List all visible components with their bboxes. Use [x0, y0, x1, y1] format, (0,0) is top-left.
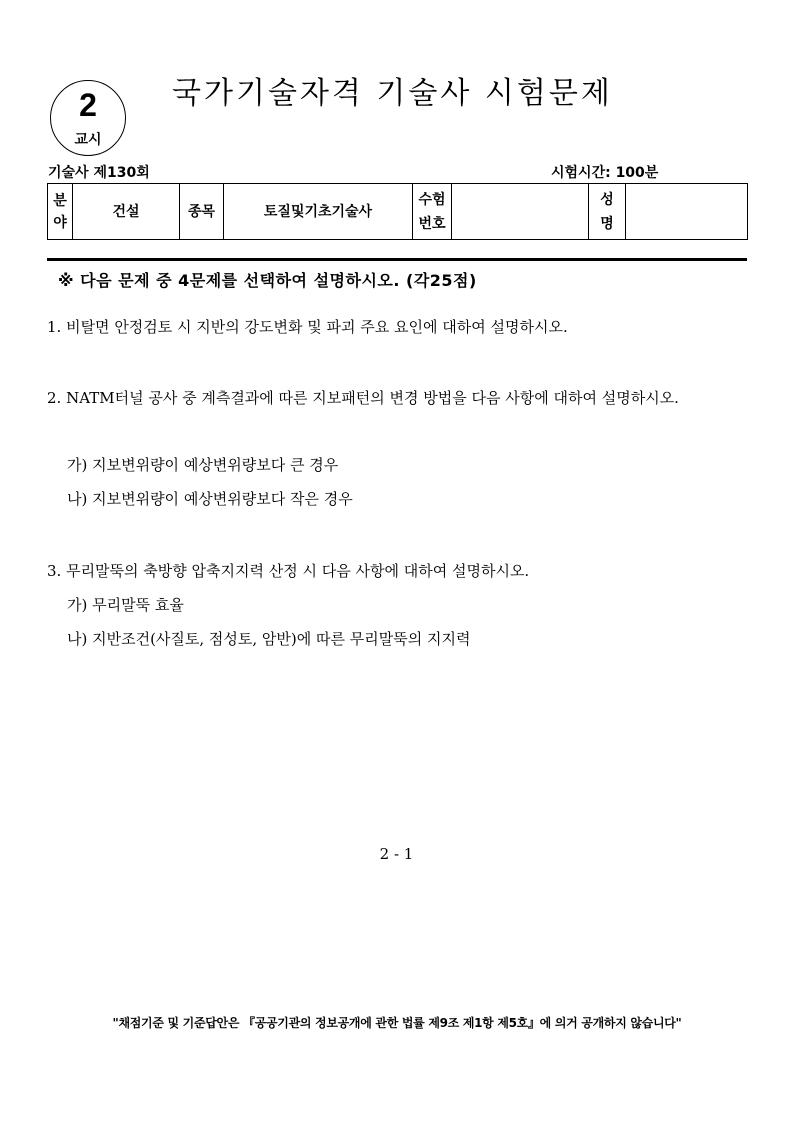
name-label: 성명 — [589, 184, 626, 240]
exam-round: 기술사 제130회 — [48, 165, 150, 181]
question-2 — [47, 383, 747, 413]
question-3-sub-b: 나) 지반조건(사질토, 점성토, 암반)에 따른 무리말뚝의 지지력 — [67, 630, 471, 648]
question-1: 1. 비탈면 안정검토 시 지반의 강도변화 및 파괴 주요 요인에 대하여 설명하시오. — [47, 318, 568, 336]
field-value: 건설 — [73, 184, 180, 240]
exam-number-field[interactable] — [452, 184, 589, 240]
question-3-sub-a: 가) 무리말뚝 효율 — [67, 596, 184, 614]
session-label: 교시 — [74, 132, 102, 148]
question-3: 3. 무리말뚝의 축방향 압축지지력 산정 시 다음 사항에 대하여 설명하시오. — [47, 562, 530, 580]
category-value: 토질및기초기술사 — [224, 184, 413, 240]
page-title: 국가기술자격 기술사 시험문제 — [172, 76, 613, 111]
session-number: 2 — [79, 87, 97, 123]
exam-info-table — [47, 183, 748, 240]
footer-notice: "채점기준 및 기준답안은 『공공기관의 정보공개에 관한 법률 제9조 제1항 제5호』에 의거 공개하지 않습니다" — [112, 1016, 682, 1030]
exam-number-label: 수험번호 — [413, 184, 452, 240]
instruction: ※ 다음 문제 중 4문제를 선택하여 설명하시오. (각25점) — [58, 271, 477, 290]
question-2-sub-a: 가) 지보변위량이 예상변위량보다 큰 경우 — [67, 456, 339, 474]
page-number: 2 - 1 — [379, 845, 414, 863]
question-2-sub-b: 나) 지보변위량이 예상변위량보다 작은 경우 — [67, 490, 353, 508]
exam-duration: 시험시간: 100분 — [551, 165, 659, 181]
divider — [47, 258, 747, 261]
category-label: 종목 — [180, 184, 224, 240]
question-2-text: 2. NATM터널 공사 중 계측결과에 따른 지보패턴의 변경 방법을 다음 사항에 대하여 설명하시오. — [47, 389, 679, 407]
session-badge — [50, 80, 126, 156]
field-label: 분야 — [48, 184, 73, 240]
name-field[interactable] — [626, 184, 748, 240]
